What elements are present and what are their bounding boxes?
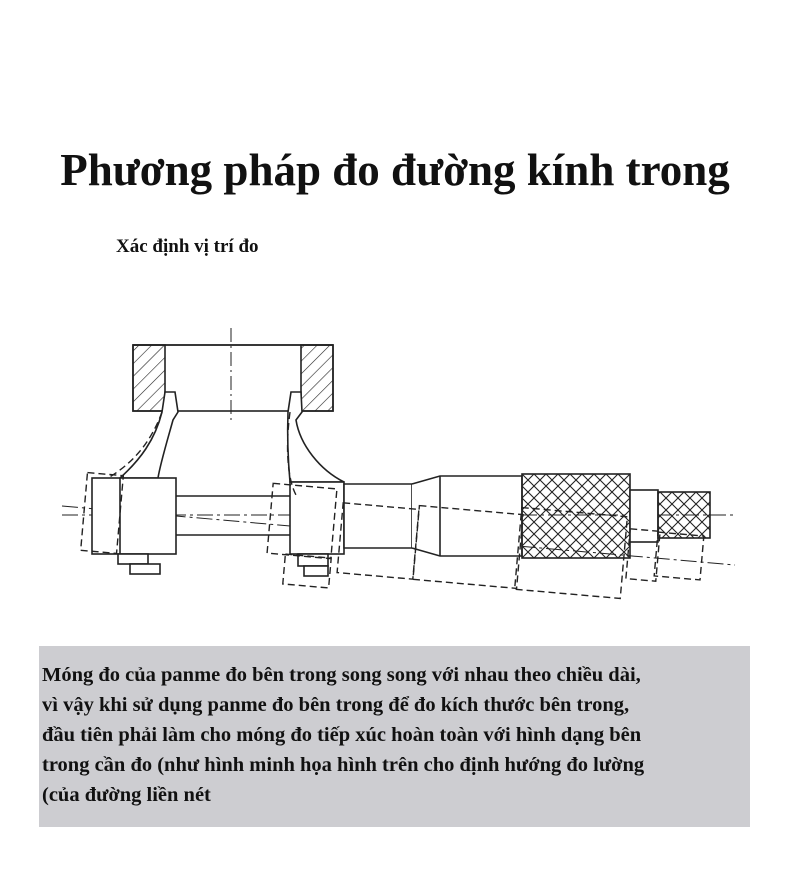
left-head-block <box>92 478 176 554</box>
page-title: Phương pháp đo đường kính trong <box>60 145 730 195</box>
inside-micrometer-diagram <box>0 300 790 630</box>
ratchet-knurl <box>658 492 710 538</box>
sleeve <box>344 484 412 548</box>
section-subtitle: Xác định vị trí đo <box>116 236 259 257</box>
note-box <box>39 646 750 827</box>
note-text: Móng đo của panme đo bên trong song song với nhau theo chiều dài, vì vậy khi sử dụng panme đo bên trong để đo kích thước bên trong, đầu tiên phải làm cho móng đo tiếp xúc hoàn toàn với hình dạng bên trong cần đo (như hình minh họa hình trên cho định hướng đo lường (của đường liền nét <box>42 664 645 806</box>
